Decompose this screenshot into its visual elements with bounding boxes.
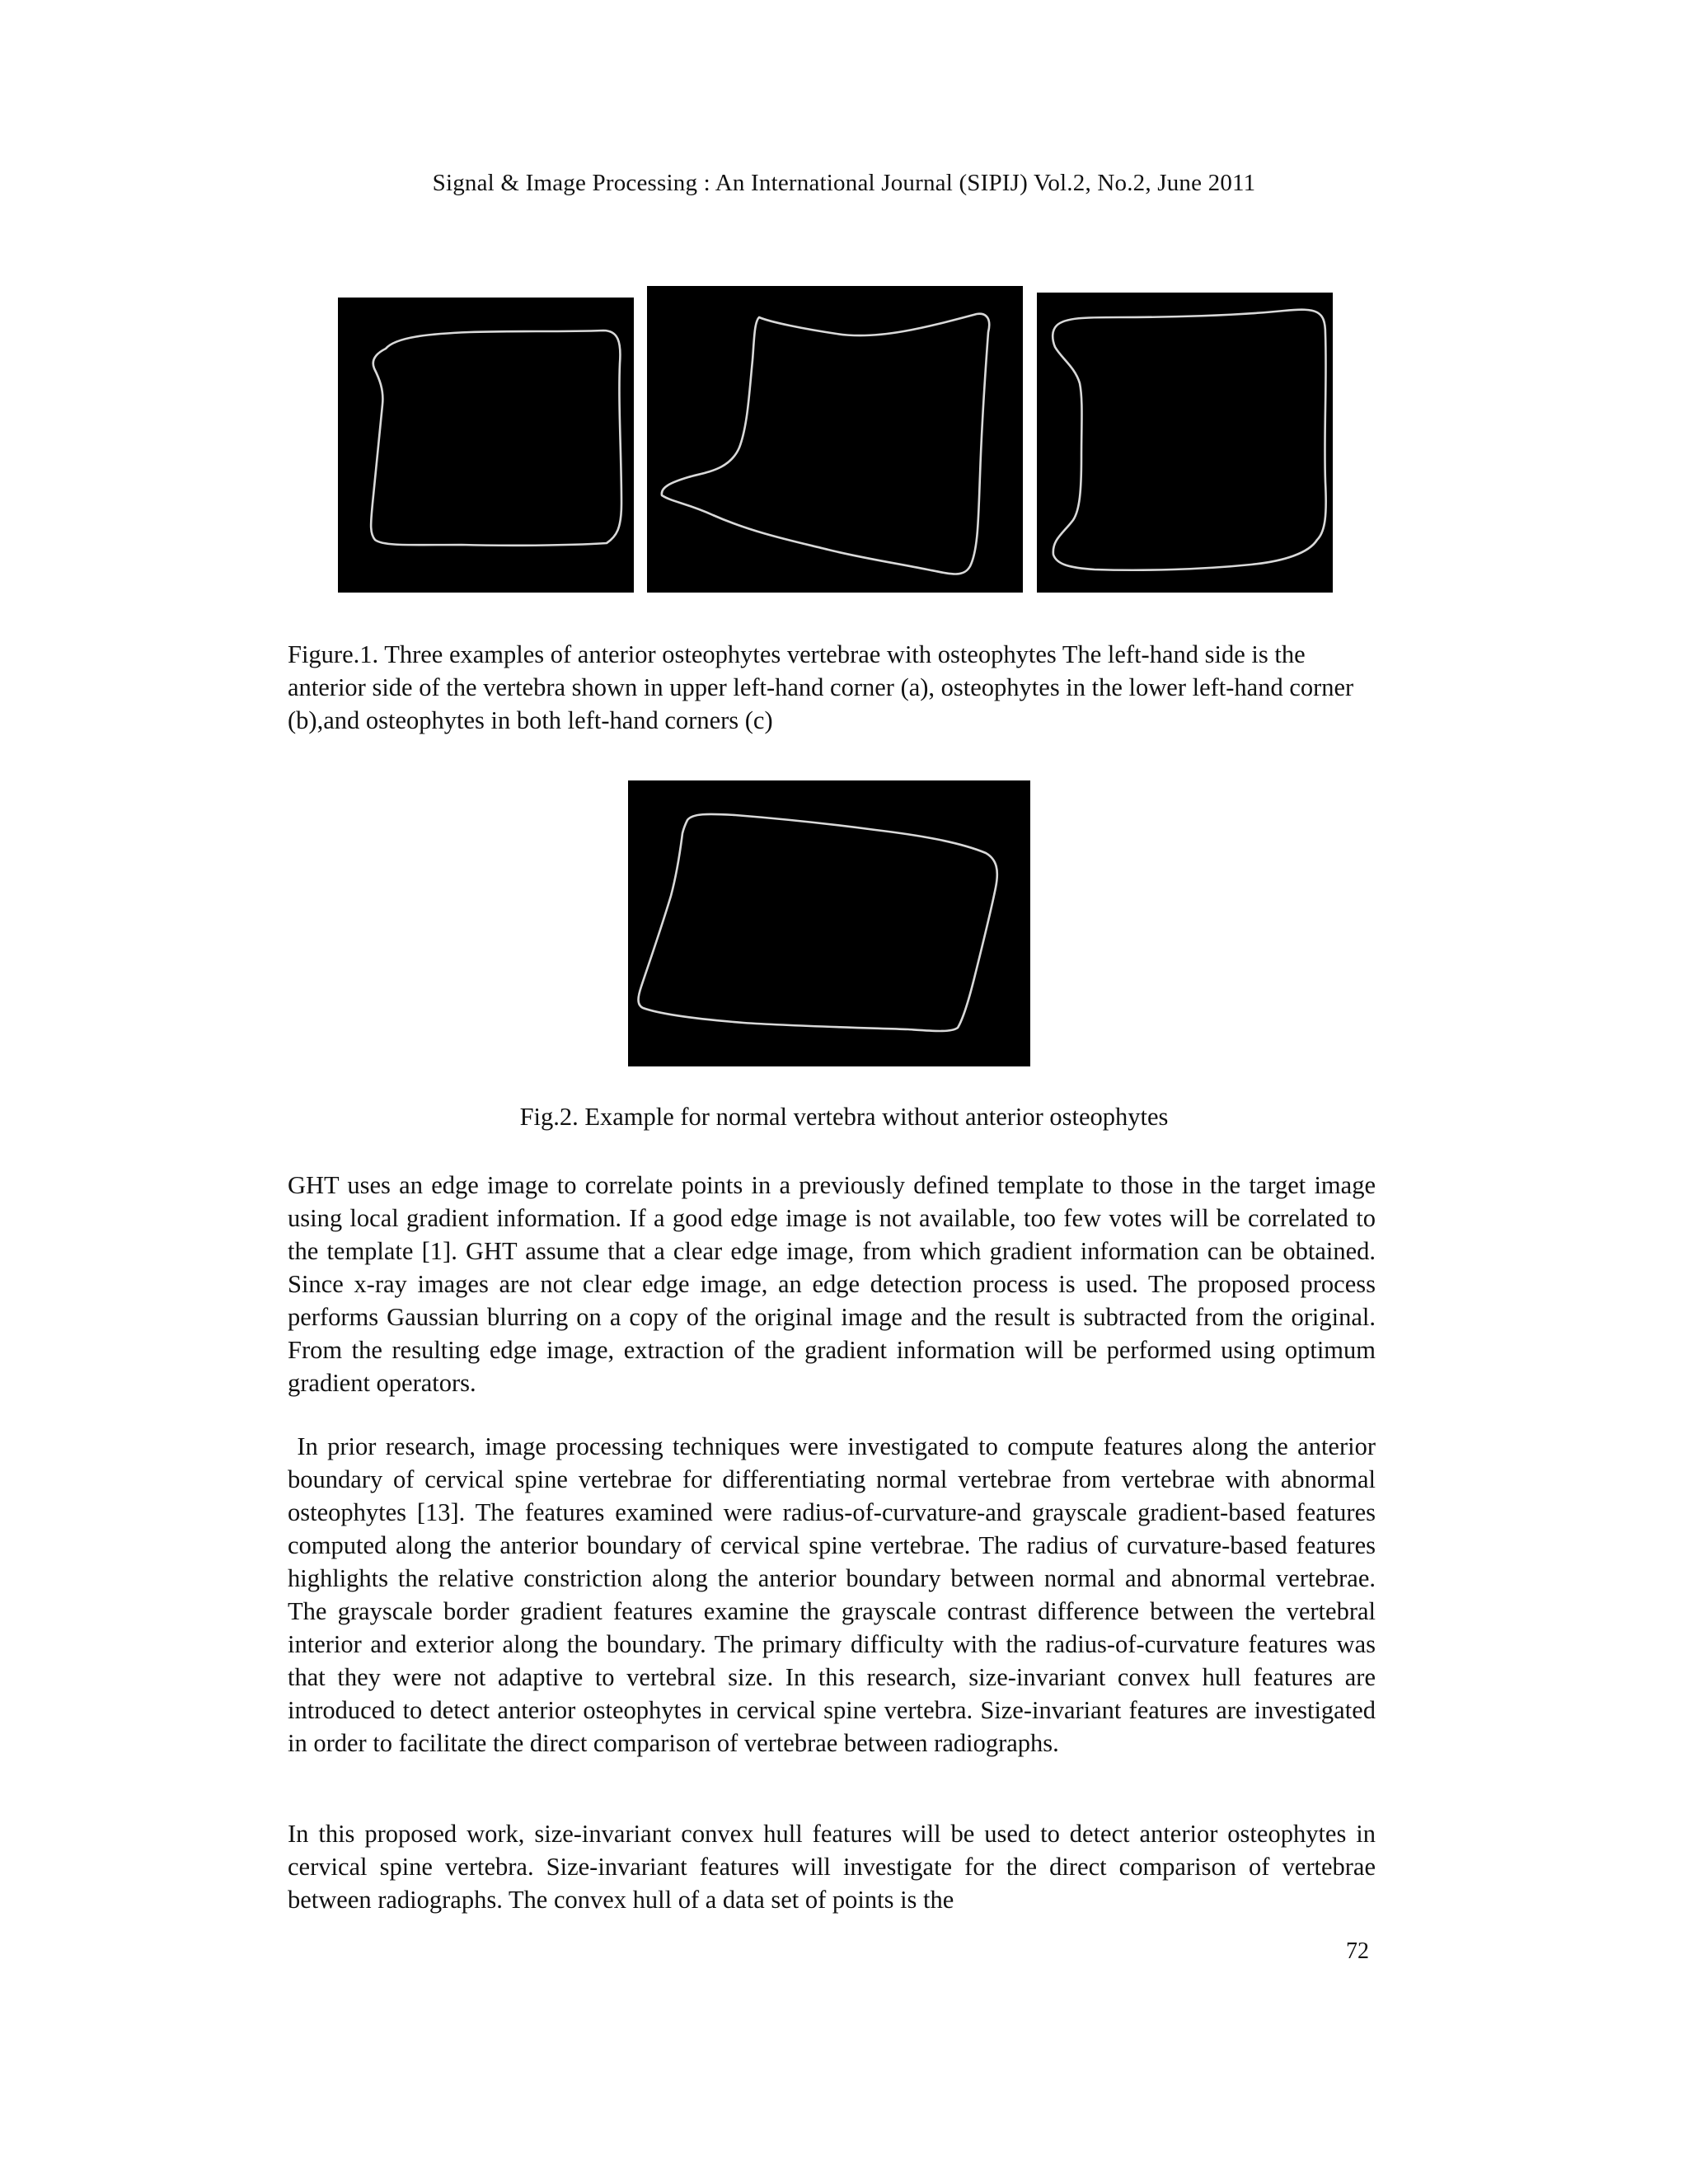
vertebra-contour-a [338, 298, 634, 593]
running-header: Signal & Image Processing : An International Journal (SIPIJ) Vol.2, No.2, June 2011 [432, 170, 1256, 196]
page-number: 72 [1346, 1938, 1369, 1964]
vertebra-contour-c [1037, 293, 1333, 593]
figure1-caption: Figure.1. Three examples of anterior osteophytes vertebrae with osteophytes The left-hand side is the anterior side of the vertebra shown in upper left-hand corner (a), osteophytes in the lower left-hand corner (b),and osteophytes in both left-hand corners (c) [288, 640, 1354, 734]
paragraph-proposed-work: In this proposed work, size-invariant convex hull features will be used to detect anterior osteophytes in cervical spine vertebra. Size-invariant features will investigate for the direct comparison of vertebrae between radiographs. The convex hull of a data set of points is the [288, 1820, 1376, 1914]
figure2-image [628, 780, 1030, 1066]
paragraph-ght-edge-image: GHT uses an edge image to correlate points in a previously defined template to those in the target image using local gradient information. If a good edge image is not available, too few votes will be correlated to the template [1]. GHT assume that a clear edge image, from which gradient information can be obtained. Since x-ray images are not clear edge image, an edge detection process is used. The proposed process performs Gaussian blurring on a copy of the original image and the result is subtracted from the original. From the resulting edge image, extraction of the gradient information will be performed using optimum gradient operators. [288, 1171, 1376, 1397]
figure2-caption: Fig.2. Example for normal vertebra without anterior osteophytes [519, 1103, 1169, 1131]
figure1-image-b [647, 286, 1023, 593]
figure1-image-c [1037, 293, 1333, 593]
figure1-image-a [338, 298, 634, 593]
vertebra-contour-b [647, 286, 1023, 593]
paragraph-prior-research: In prior research, image processing techniques were investigated to compute features along the anterior boundary of cervical spine vertebrae for differentiating normal vertebrae from vertebrae with abnormal osteophytes [13]. The features examined were radius-of-curvature-and grayscale gradient-based features computed along the anterior boundary of cervical spine vertebrae. The radius of curvature-based features highlights the relative constriction along the anterior boundary between normal and abnormal vertebrae. The grayscale border gradient features examine the grayscale contrast difference between the vertebral interior and exterior along the boundary. The primary difficulty with the radius-of-curvature features was that they were not adaptive to vertebral size. In this research, size-invariant convex hull features are introduced to detect anterior osteophytes in cervical spine vertebra. Size-invariant features are investigated in order to facilitate the direct comparison of vertebrae between radiographs. [288, 1432, 1382, 1757]
vertebra-contour-normal [628, 780, 1030, 1066]
